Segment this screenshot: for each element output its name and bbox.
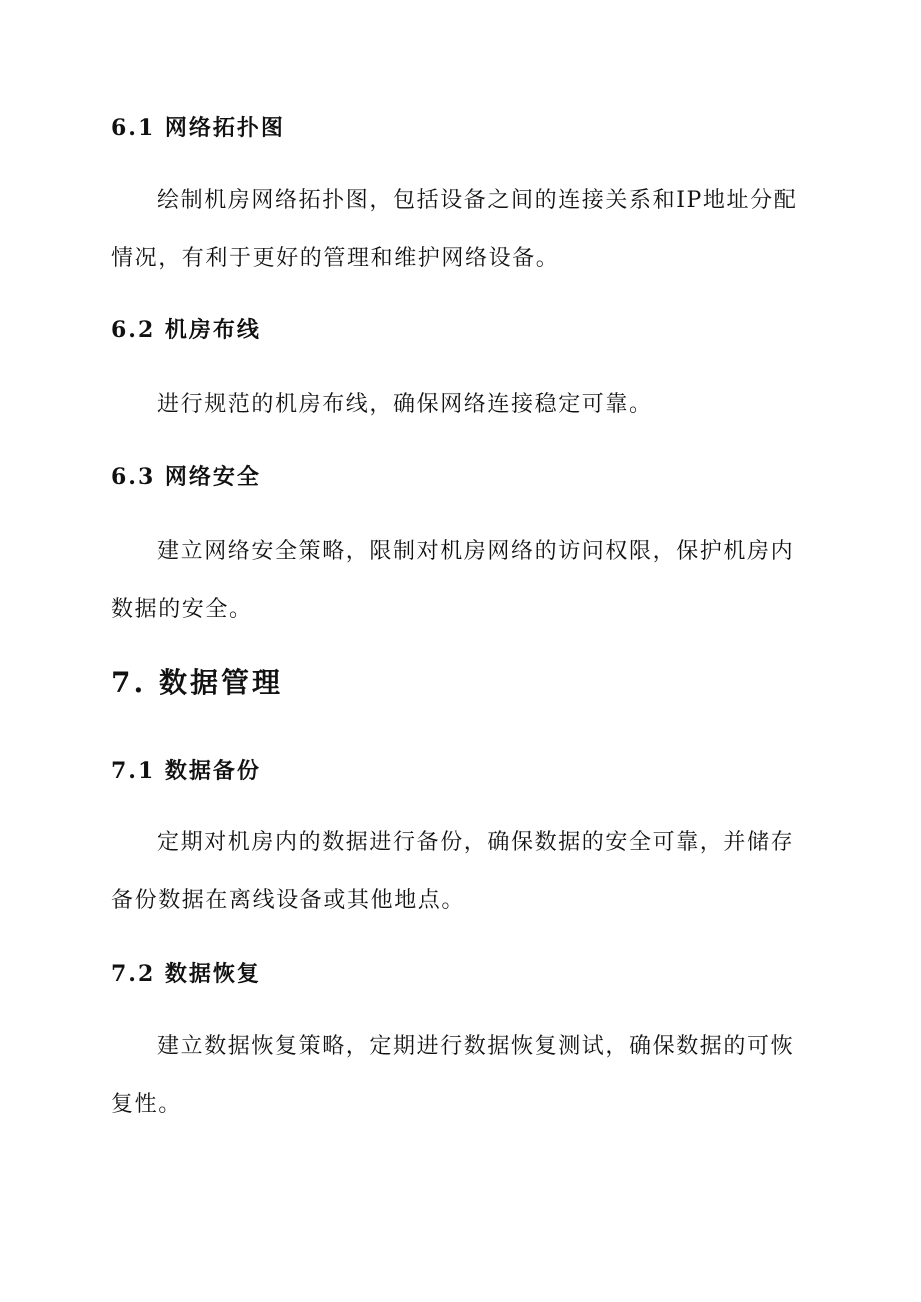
paragraph-line: 备份数据在离线设备或其他地点。 xyxy=(111,888,466,913)
section-heading-7-1: 7.1 数据备份 xyxy=(111,758,261,784)
section-heading-6-1: 6.1 网络拓扑图 xyxy=(111,115,285,141)
section-heading-7-2: 7.2 数据恢复 xyxy=(111,961,261,987)
paragraph-line: 进行规范的机房布线，确保网络连接稳定可靠。 xyxy=(157,392,653,417)
chapter-heading-7: 7. 数据管理 xyxy=(111,666,283,699)
paragraph-line: 定期对机房内的数据进行备份，确保数据的安全可靠，并储存 xyxy=(157,830,795,855)
paragraph-line: 数据的安全。 xyxy=(111,597,253,622)
paragraph-line: 情况，有利于更好的管理和维护网络设备。 xyxy=(111,246,560,271)
paragraph-line: 建立网络安全策略，限制对机房网络的访问权限，保护机房内 xyxy=(157,539,795,564)
section-paragraph-6-2 xyxy=(111,376,811,434)
paragraph-line: 建立数据恢复策略，定期进行数据恢复测试，确保数据的可恢 xyxy=(157,1034,795,1059)
section-heading-6-2: 6.2 机房布线 xyxy=(111,317,261,343)
section-paragraph-6-1 xyxy=(111,172,811,288)
paragraph-line: 复性。 xyxy=(111,1092,182,1117)
section-paragraph-7-1 xyxy=(111,814,811,930)
section-paragraph-6-3 xyxy=(111,523,811,639)
paragraph-line: 绘制机房网络拓扑图，包括设备之间的连接关系和IP地址分配 xyxy=(157,188,798,213)
section-heading-6-3: 6.3 网络安全 xyxy=(111,464,261,490)
section-paragraph-7-2 xyxy=(111,1018,811,1134)
